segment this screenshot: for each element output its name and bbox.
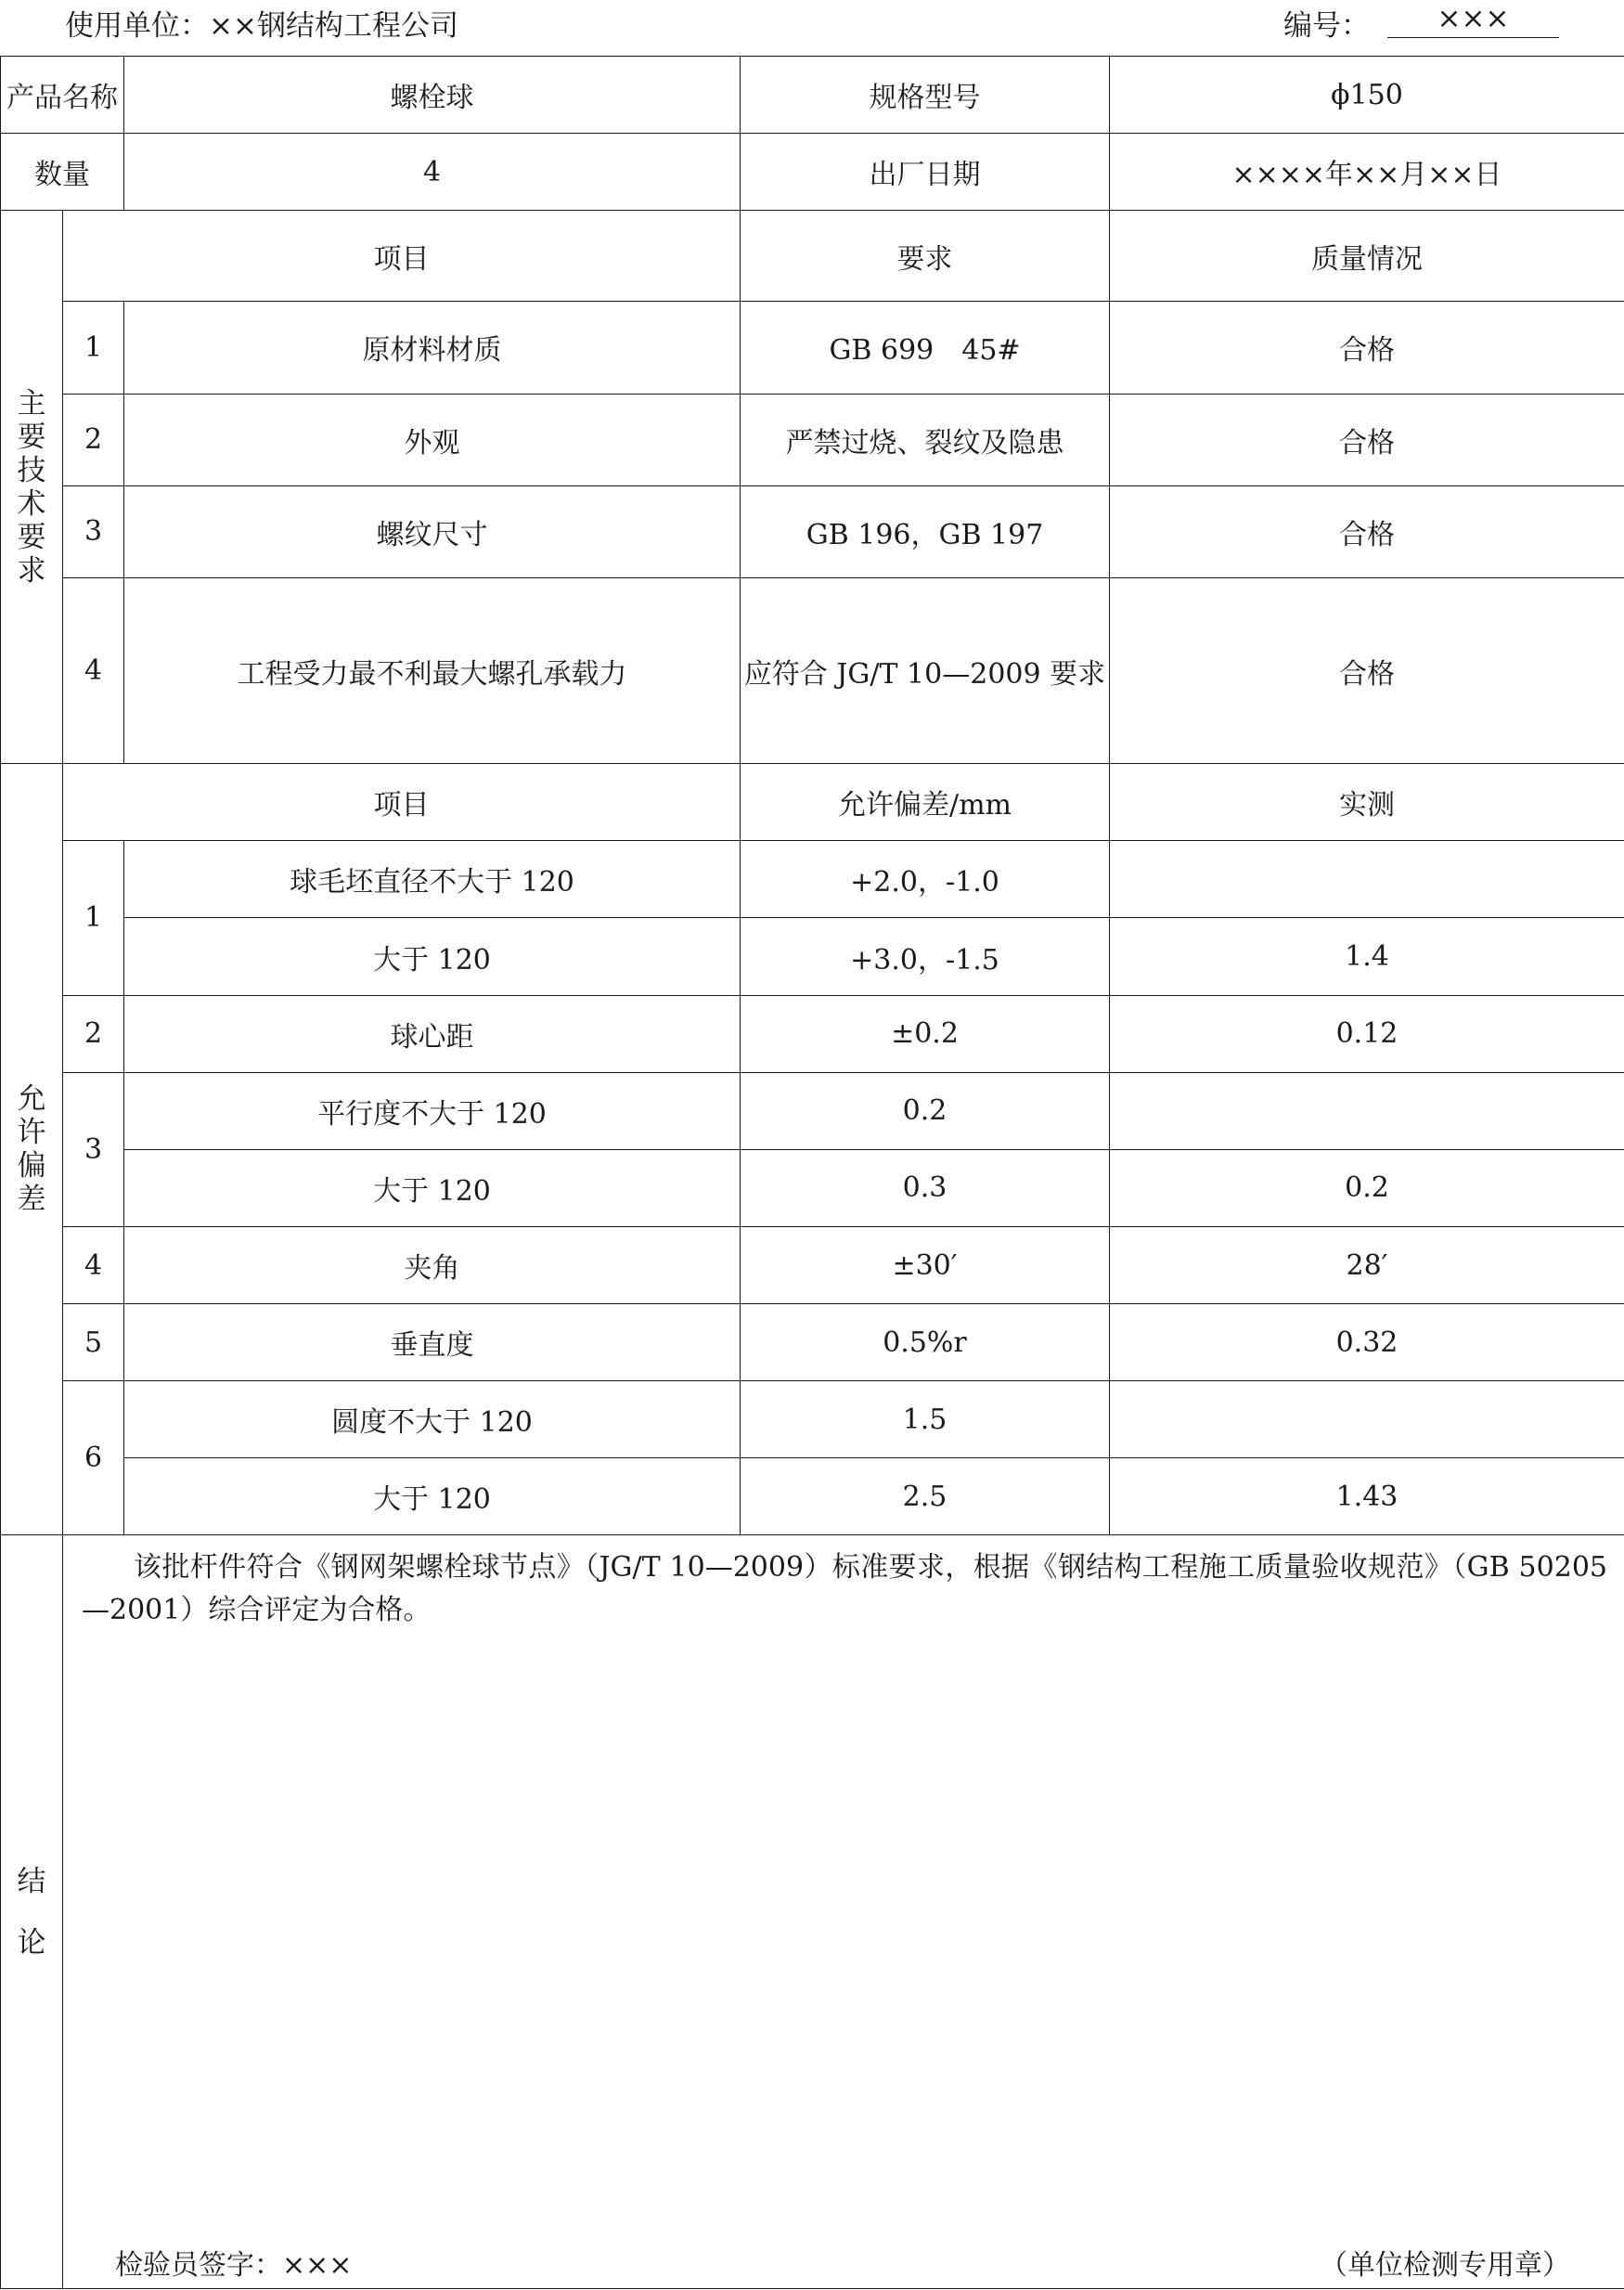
- tolerance-item: 垂直度: [124, 1304, 741, 1381]
- tolerance-measured: 1.4: [1110, 918, 1624, 995]
- tolerance-measured: 1.43: [1110, 1458, 1624, 1535]
- tech-requirement: GB 699 45#: [741, 302, 1110, 394]
- tech-section-label: 主 要 技 术 要 求: [1, 211, 63, 764]
- tolerance-allow: ±30′: [741, 1226, 1110, 1303]
- conclusion-row: [1, 1535, 1624, 2289]
- tech-requirement: 应符合 JG/T 10—2009 要求: [741, 577, 1110, 763]
- tolerance-item: 平行度不大于 120: [124, 1072, 741, 1149]
- row-number: 4: [63, 1226, 124, 1303]
- tolerance-allow: ±0.2: [741, 995, 1110, 1072]
- tolerance-item: 圆度不大于 120: [124, 1381, 741, 1458]
- tolerance-allow-header: 允许偏差/mm: [741, 764, 1110, 841]
- table-row: [1, 1458, 1624, 1535]
- tech-quality-header: 质量情况: [1110, 211, 1624, 302]
- tech-item: 工程受力最不利最大螺孔承载力: [124, 577, 741, 763]
- form-header: [0, 0, 1624, 54]
- tech-requirement: GB 196，GB 197: [741, 485, 1110, 577]
- row-number: 4: [63, 577, 124, 763]
- conclusion-body: [63, 1535, 1624, 2289]
- table-row: [1, 485, 1624, 577]
- row-number: 3: [63, 1072, 124, 1226]
- tolerance-item: 球心距: [124, 995, 741, 1072]
- tolerance-allow: 0.5%r: [741, 1304, 1110, 1381]
- table-row: [1, 1304, 1624, 1381]
- tech-result: 合格: [1110, 394, 1624, 485]
- tolerance-measured: [1110, 1381, 1624, 1458]
- inspector-signature: 检验员签字：×××: [115, 2249, 353, 2282]
- table-row: [1, 577, 1624, 763]
- tolerance-measured: 0.2: [1110, 1149, 1624, 1226]
- table-row: [1, 302, 1624, 394]
- tech-item: 外观: [124, 394, 741, 485]
- row-number: 6: [63, 1381, 124, 1535]
- tolerance-measured-header: 实测: [1110, 764, 1624, 841]
- date-value: ××××年××月××日: [1110, 134, 1624, 211]
- table-row: [1, 995, 1624, 1072]
- product-name-value: 螺栓球: [124, 57, 741, 134]
- spec-label: 规格型号: [741, 57, 1110, 134]
- product-row: [1, 57, 1624, 134]
- tech-requirement: 严禁过烧、裂纹及隐患: [741, 394, 1110, 485]
- tech-item-header: 项目: [63, 211, 741, 302]
- tolerance-allow: 0.2: [741, 1072, 1110, 1149]
- tolerance-allow: 1.5: [741, 1381, 1110, 1458]
- date-label: 出厂日期: [741, 134, 1110, 211]
- row-number: 3: [63, 485, 124, 577]
- conclusion-section-label: 结 论: [1, 1535, 63, 2289]
- tech-header-row: [1, 211, 1624, 302]
- row-number: 2: [63, 394, 124, 485]
- tolerance-allow: +2.0，-1.0: [741, 841, 1110, 918]
- tolerance-item: 大于 120: [124, 1149, 741, 1226]
- inspection-form-table: [0, 56, 1624, 2289]
- tolerance-item: 夹角: [124, 1226, 741, 1303]
- tech-result: 合格: [1110, 302, 1624, 394]
- row-number: 1: [63, 841, 124, 995]
- tolerance-section-label: 允 许 偏 差: [1, 764, 63, 1535]
- table-row: [1, 918, 1624, 995]
- tolerance-allow: +3.0，-1.5: [741, 918, 1110, 995]
- table-row: [1, 1381, 1624, 1458]
- tolerance-measured: 0.12: [1110, 995, 1624, 1072]
- quantity-row: [1, 134, 1624, 211]
- table-row: [1, 1149, 1624, 1226]
- serial-label: 编号：: [1283, 9, 1370, 43]
- table-row: [1, 1226, 1624, 1303]
- user-unit: 使用单位：××钢结构工程公司: [65, 9, 458, 43]
- table-row: [1, 394, 1624, 485]
- row-number: 5: [63, 1304, 124, 1381]
- tolerance-measured: [1110, 841, 1624, 918]
- tolerance-item: 球毛坯直径不大于 120: [124, 841, 741, 918]
- tech-requirement-header: 要求: [741, 211, 1110, 302]
- tech-result: 合格: [1110, 485, 1624, 577]
- quantity-label: 数量: [1, 134, 124, 211]
- tolerance-measured: 0.32: [1110, 1304, 1624, 1381]
- row-number: 1: [63, 302, 124, 394]
- serial-number: ×××: [1387, 2, 1559, 38]
- tolerance-header-row: [1, 764, 1624, 841]
- table-row: [1, 1072, 1624, 1149]
- tech-result: 合格: [1110, 577, 1624, 763]
- tolerance-allow: 2.5: [741, 1458, 1110, 1535]
- tolerance-item: 大于 120: [124, 918, 741, 995]
- tech-item: 螺纹尺寸: [124, 485, 741, 577]
- tech-item: 原材料材质: [124, 302, 741, 394]
- tolerance-measured: [1110, 1072, 1624, 1149]
- product-name-label: 产品名称: [1, 57, 124, 134]
- row-number: 2: [63, 995, 124, 1072]
- unit-stamp-note: （单位检测专用章）: [1320, 2249, 1570, 2282]
- quantity-value: 4: [124, 134, 741, 211]
- conclusion-text: 该批杆件符合《钢网架螺栓球节点》（JG/T 10—2009）标准要求，根据《钢结构工程施工质量验收规范》（GB 50205—2001）综合评定为合格。: [82, 1551, 1607, 1627]
- tolerance-item: 大于 120: [124, 1458, 741, 1535]
- tolerance-item-header: 项目: [63, 764, 741, 841]
- tolerance-allow: 0.3: [741, 1149, 1110, 1226]
- tolerance-measured: 28′: [1110, 1226, 1624, 1303]
- table-row: [1, 841, 1624, 918]
- spec-value: ϕ150: [1110, 57, 1624, 134]
